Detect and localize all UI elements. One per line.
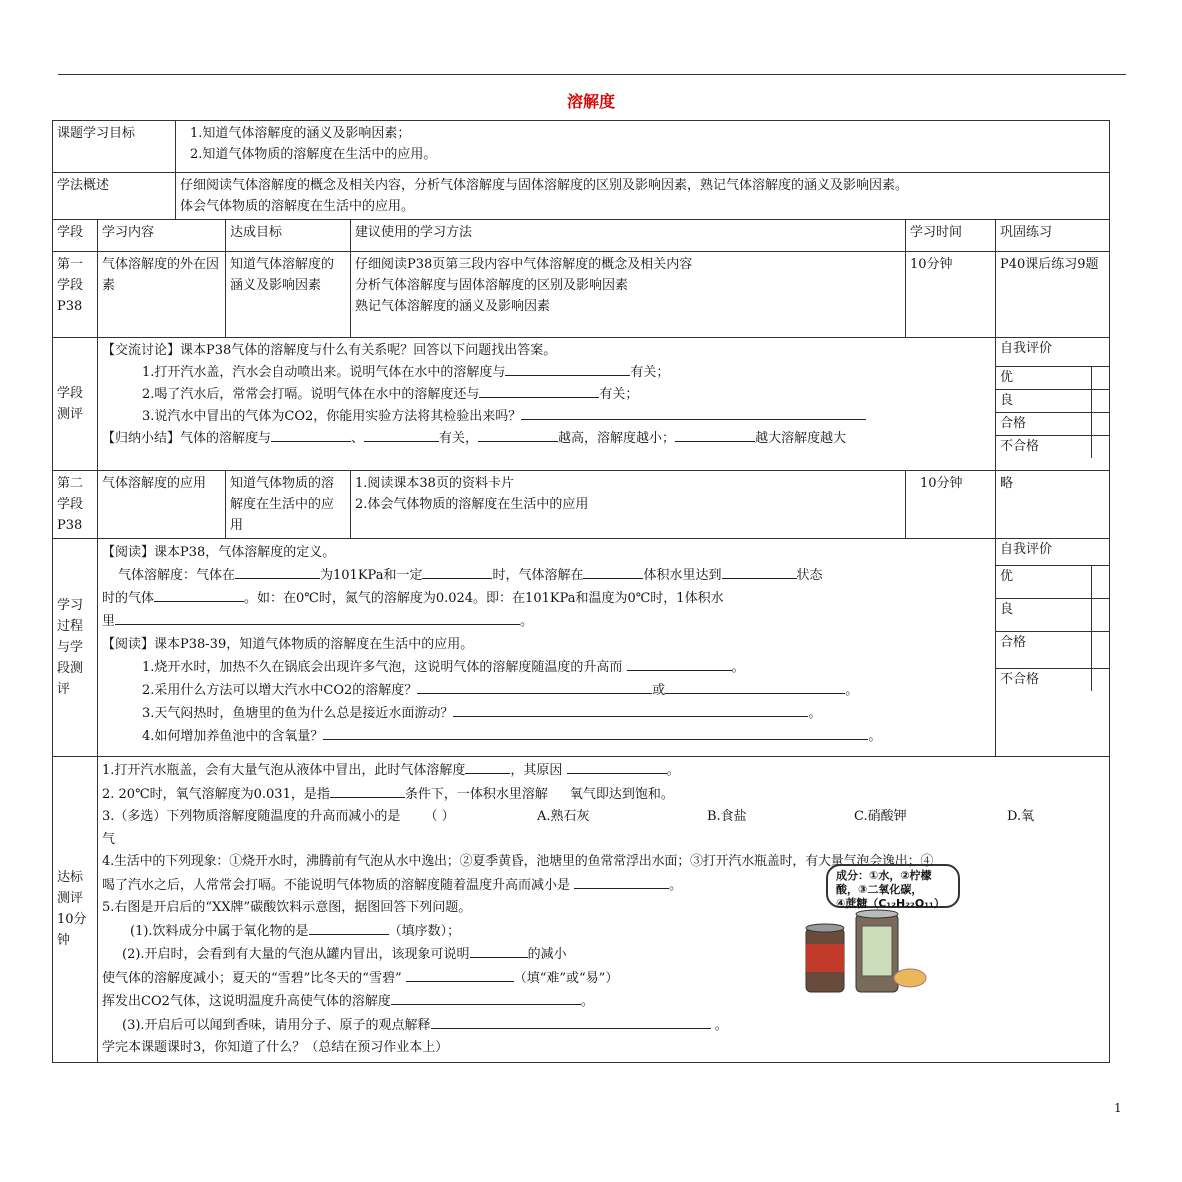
self-eval-2-pass-box[interactable] bbox=[1092, 632, 1109, 669]
self-eval-1 bbox=[996, 338, 1109, 458]
stage2-stage: 第二学段P38 bbox=[53, 471, 98, 539]
method-line-2: 体会气体物质的溶解度在生活中的应用。 bbox=[180, 199, 415, 214]
test-q3-c[interactable]: C.硝酸钾 bbox=[854, 809, 907, 824]
page-number: 1 bbox=[1114, 1101, 1122, 1115]
soda-can-right bbox=[856, 910, 898, 992]
test-q2-end: 氧气即达到饱和。 bbox=[569, 786, 674, 802]
eval2-def-blank-3[interactable] bbox=[583, 564, 643, 579]
test-q1-blank-1[interactable] bbox=[465, 759, 510, 774]
stage1-content: 气体溶解度的外在因素 bbox=[98, 252, 226, 338]
eval1-s-blank-4[interactable] bbox=[675, 427, 755, 442]
eval2-def-blank-4[interactable] bbox=[722, 564, 797, 579]
self-eval-1-label: 自我评价 bbox=[996, 338, 1109, 367]
test-q5-3-end: 。 bbox=[714, 1017, 728, 1033]
self-eval-1-pass: 合格 bbox=[996, 413, 1092, 436]
eval1-q1-blank[interactable] bbox=[505, 361, 630, 376]
stage1-target: 知道气体溶解度的涵义及影响因素 bbox=[226, 252, 351, 338]
goal-2: 2.知道气体物质的溶解度在生活中的应用。 bbox=[190, 147, 437, 162]
eval2-a3-end: 。 bbox=[808, 706, 822, 721]
eval1-q1: 1.打开汽水盖，汽水会自动喷出来。说明气体在水中的溶解度与 bbox=[142, 365, 506, 380]
eval2-a2-end: 。 bbox=[845, 683, 859, 698]
test-q3-d-cont: 气 bbox=[102, 831, 116, 847]
self-eval-2-label: 自我评价 bbox=[996, 539, 1109, 566]
self-eval-2-excellent: 优 bbox=[996, 566, 1092, 599]
self-eval-1-excellent: 优 bbox=[996, 367, 1092, 390]
eval2-a1: 1.烧开水时，加热不久在锅底会出现许多气泡，这说明气体的溶解度随温度的升高而 bbox=[142, 660, 623, 675]
col-time: 学习时间 bbox=[906, 220, 996, 252]
test-q1-blank-2[interactable] bbox=[567, 759, 667, 774]
eval1-s-blank-2[interactable] bbox=[364, 427, 439, 442]
self-eval-2 bbox=[996, 539, 1109, 691]
eval2-a2-blank-2[interactable] bbox=[665, 679, 845, 694]
method-label: 学法概述 bbox=[57, 178, 110, 193]
test-q4-cont: 喝了汽水之后，人常常会打嗝。不能说明气体物质的溶解度随着温度升高而减小是 bbox=[102, 877, 571, 893]
eval1-q3-blank[interactable] bbox=[521, 405, 866, 420]
eval2-read-1: 【阅读】课本P38，气体溶解度的定义。 bbox=[102, 545, 336, 560]
test-q1-mid: ，其原因 bbox=[510, 763, 563, 778]
stage2-method-2: 2.体会气体物质的溶解度在生活中的应用 bbox=[355, 497, 589, 512]
eval2-def-blank-1[interactable] bbox=[235, 564, 320, 579]
ingredients-bubble bbox=[826, 864, 960, 908]
test-q4: 4.生活中的下列现象：①烧开水时，沸腾前有气泡从水中逸出；②夏季黄昏，池塘里的鱼常常浮出水面；③打开汽水瓶盖时，有大量气泡会逸出；④ bbox=[102, 854, 934, 869]
test-q5-2-end2: 。 bbox=[580, 994, 594, 1009]
test-q3-d[interactable]: D.氧 bbox=[1007, 809, 1035, 824]
soda-spill bbox=[894, 969, 926, 987]
test-q2: 2. 20℃时，氧气溶解度为0.031，是指 bbox=[102, 786, 330, 802]
stage1-method-2: 分析气体溶解度与固体溶解度的区别及影响因素 bbox=[355, 278, 629, 293]
test-q1: 1.打开汽水瓶盖，会有大量气泡从液体中冒出，此时气体溶解度 bbox=[102, 763, 466, 778]
stage1-stage: 第一学段P38 bbox=[53, 252, 98, 338]
eval2-def-8: 里 bbox=[102, 614, 116, 629]
soda-can-left bbox=[806, 924, 844, 992]
eval2-def-7: 。如：在0℃时，氮气的溶解度为0.024。即：在101KPa和温度为0℃时，1体积水 bbox=[244, 591, 724, 606]
eval1-q2: 2.喝了汽水后，常常会打嗝。说明气体在水中的溶解度还与 bbox=[142, 387, 480, 402]
test-q1-end: 。 bbox=[666, 763, 680, 778]
stage2-practice: 略 bbox=[996, 471, 1110, 539]
self-eval-2-fail: 不合格 bbox=[1000, 672, 1040, 687]
self-eval-1-good: 良 bbox=[996, 390, 1092, 413]
eval2-read-2: 【阅读】课本P38-39，知道气体物质的溶解度在生活中的应用。 bbox=[102, 637, 474, 652]
bubble-line-1: 成分：①水，②柠檬 bbox=[836, 869, 932, 882]
eval2-a4-end: 。 bbox=[868, 729, 882, 744]
test-q5-3: (3).开启后可以闻到香味，请用分子、原子的观点解释 bbox=[122, 1017, 431, 1033]
test-stage: 达标测评10分钟 bbox=[53, 757, 98, 1063]
eval1-s-blank-3[interactable] bbox=[478, 427, 558, 442]
test-q5-2-cont2: 挥发出CO2气体，这说明温度升高使气体的溶解度 bbox=[102, 994, 391, 1009]
eval2-def-blank-6[interactable] bbox=[115, 610, 520, 625]
test-q5: 5.右图是开启后的“XX牌”碳酸饮料示意图，据图回答下列问题。 bbox=[102, 900, 472, 915]
stage2-target: 知道气体物质的溶解度在生活中的应用 bbox=[226, 471, 351, 539]
test-q4-blank[interactable] bbox=[574, 874, 669, 889]
test-q2-blank-1[interactable] bbox=[330, 783, 405, 798]
eval2-a1-blank[interactable] bbox=[627, 656, 732, 671]
self-eval-2-excellent-box[interactable] bbox=[1092, 566, 1109, 599]
eval1-s-mid2: 越高，溶解度越小； bbox=[558, 431, 676, 446]
test-q3-paren: （ ） bbox=[424, 809, 455, 824]
col-target: 达成目标 bbox=[226, 220, 351, 252]
col-practice: 巩固练习 bbox=[996, 220, 1110, 252]
eval2-def-2: 为101KPa和一定 bbox=[320, 568, 423, 583]
test-q3-a[interactable]: A.熟石灰 bbox=[537, 809, 590, 824]
test-q5-2: (2).开启时，会看到有大量的气泡从罐内冒出，该现象可说明 bbox=[122, 947, 470, 962]
test-q2-mid: 条件下，一体积水里溶解 bbox=[404, 786, 548, 802]
test-q5-3-blank[interactable] bbox=[431, 1014, 711, 1029]
test-q5-1-end: （填序数）； bbox=[388, 923, 461, 939]
stage1-time: 10分钟 bbox=[906, 252, 996, 338]
col-content: 学习内容 bbox=[98, 220, 226, 252]
eval1-s-sep: 、 bbox=[351, 431, 365, 446]
test-q5-2-blank-3[interactable] bbox=[391, 990, 581, 1005]
stage1-method-3: 熟记气体溶解度的涵义及影响因素 bbox=[355, 299, 551, 314]
eval2-a2-or: 或 bbox=[652, 683, 666, 698]
page-title: 溶解度 bbox=[566, 92, 615, 111]
eval2-a3-blank[interactable] bbox=[453, 702, 808, 717]
stage1-method-1: 仔细阅读P38页第三段内容中气体溶解度的概念及相关内容 bbox=[355, 257, 693, 272]
eval2-def-5: 状态 bbox=[796, 568, 823, 583]
eval2-def-blank-2[interactable] bbox=[422, 564, 492, 579]
test-q5-2-cont: 使气体的溶解度减小；夏天的“雪碧”比冬天的“雪碧” bbox=[102, 970, 402, 986]
eval1-summary: 【归纳小结】气体的溶解度与 bbox=[102, 431, 272, 446]
eval2-a4-blank[interactable] bbox=[323, 725, 868, 740]
eval1-q3: 3.说汽水中冒出的气体为CO2，你能用实验方法将其检验出来吗？ bbox=[142, 409, 522, 424]
eval2-def: 气体溶解度：气体在 bbox=[118, 568, 236, 583]
test-summary: 学完本课题课时3，你知道了什么？（总结在预习作业本上） bbox=[102, 1040, 449, 1055]
eval2-def-9: 。 bbox=[520, 614, 534, 629]
goal-1: 1.知道气体溶解度的涵义及影响因素； bbox=[190, 126, 411, 141]
eval2-a4: 4.如何增加养鱼池中的含氧量？ bbox=[142, 729, 324, 744]
self-eval-1-excellent-box[interactable] bbox=[1092, 367, 1109, 390]
goals-label: 课题学习目标 bbox=[57, 126, 136, 141]
self-eval-2-fail-box[interactable] bbox=[1092, 669, 1109, 692]
eval2-def-4: 体积水里达到 bbox=[643, 568, 722, 583]
eval2-a2: 2.采用什么方法可以增大汽水中CO2的溶解度？ bbox=[142, 683, 418, 698]
eval2-def-blank-5[interactable] bbox=[154, 587, 244, 602]
eval1-stage: 学段测评 bbox=[53, 338, 98, 471]
test-q5-2-blank[interactable] bbox=[470, 943, 528, 958]
eval1-q1-end: 有关； bbox=[630, 365, 670, 380]
col-stage: 学段 bbox=[53, 220, 98, 252]
stage2-method-1: 1.阅读课本38页的资料卡片 bbox=[355, 476, 514, 491]
self-eval-2-pass: 合格 bbox=[996, 632, 1092, 669]
eval2-def-3: 时，气体溶解在 bbox=[492, 568, 584, 583]
test-q3: 3.（多选）下列物质溶解度随温度的升高而减小的是 bbox=[102, 809, 401, 824]
self-eval-2-good-box[interactable] bbox=[1092, 599, 1109, 632]
stage1-practice: P40课后练习9题 bbox=[996, 252, 1110, 338]
lesson-table bbox=[52, 120, 1110, 1063]
bubble-line-3: ④蔗糖（C₁₂H₂₂O₁₁） bbox=[836, 897, 945, 910]
eval1-s-mid: 有关， bbox=[439, 431, 479, 446]
eval2-a1-end: 。 bbox=[731, 660, 745, 675]
eval2-stage: 学习过程与学段测评 bbox=[53, 539, 98, 757]
eval1-s-blank-1[interactable] bbox=[271, 427, 351, 442]
eval1-q2-end: 有关； bbox=[599, 387, 639, 402]
stage2-content: 气体溶解度的应用 bbox=[98, 471, 226, 539]
soda-can-illustration bbox=[800, 908, 930, 998]
self-eval-1-fail: 不合格 bbox=[1000, 439, 1040, 454]
test-q5-1: (1).饮料成分中属于氧化物的是 bbox=[130, 923, 309, 939]
method-line-1: 仔细阅读气体溶解度的概念及相关内容，分析气体溶解度与固体溶解度的区别及影响因素，熟记气体溶解度的涵义及影响因素。 bbox=[180, 178, 909, 193]
test-q5-2-blank-2[interactable] bbox=[406, 967, 514, 982]
eval1-s-end: 越大溶解度越大 bbox=[755, 431, 847, 446]
self-eval-1-fail-box[interactable] bbox=[1092, 436, 1109, 459]
self-eval-2-good: 良 bbox=[996, 599, 1092, 632]
self-eval-1-pass-box[interactable] bbox=[1092, 413, 1109, 436]
test-q3-b[interactable]: B.食盐 bbox=[707, 809, 747, 824]
self-eval-1-good-box[interactable] bbox=[1092, 390, 1109, 413]
eval2-a2-blank-1[interactable] bbox=[417, 679, 652, 694]
eval2-def-6: 时的气体 bbox=[102, 591, 155, 606]
test-q5-2-hint: （填“难”或“易”） bbox=[513, 970, 619, 986]
test-q5-2-end: 的减小 bbox=[527, 947, 567, 962]
col-method: 建议使用的学习方法 bbox=[351, 220, 906, 252]
test-q5-1-blank[interactable] bbox=[309, 920, 389, 935]
test-q4-end: 。 bbox=[669, 877, 683, 893]
bubble-line-2: 酸，③二氧化碳， bbox=[836, 883, 923, 896]
eval2-a3: 3.天气闷热时，鱼塘里的鱼为什么总是接近水面游动？ bbox=[142, 706, 454, 721]
eval1-discussion: 【交流讨论】课本P38气体的溶解度与什么有关系呢？回答以下问题找出答案。 bbox=[102, 343, 557, 358]
stage2-time: 10分钟 bbox=[906, 471, 996, 539]
header-rule bbox=[58, 74, 1126, 75]
eval1-q2-blank[interactable] bbox=[479, 383, 599, 398]
